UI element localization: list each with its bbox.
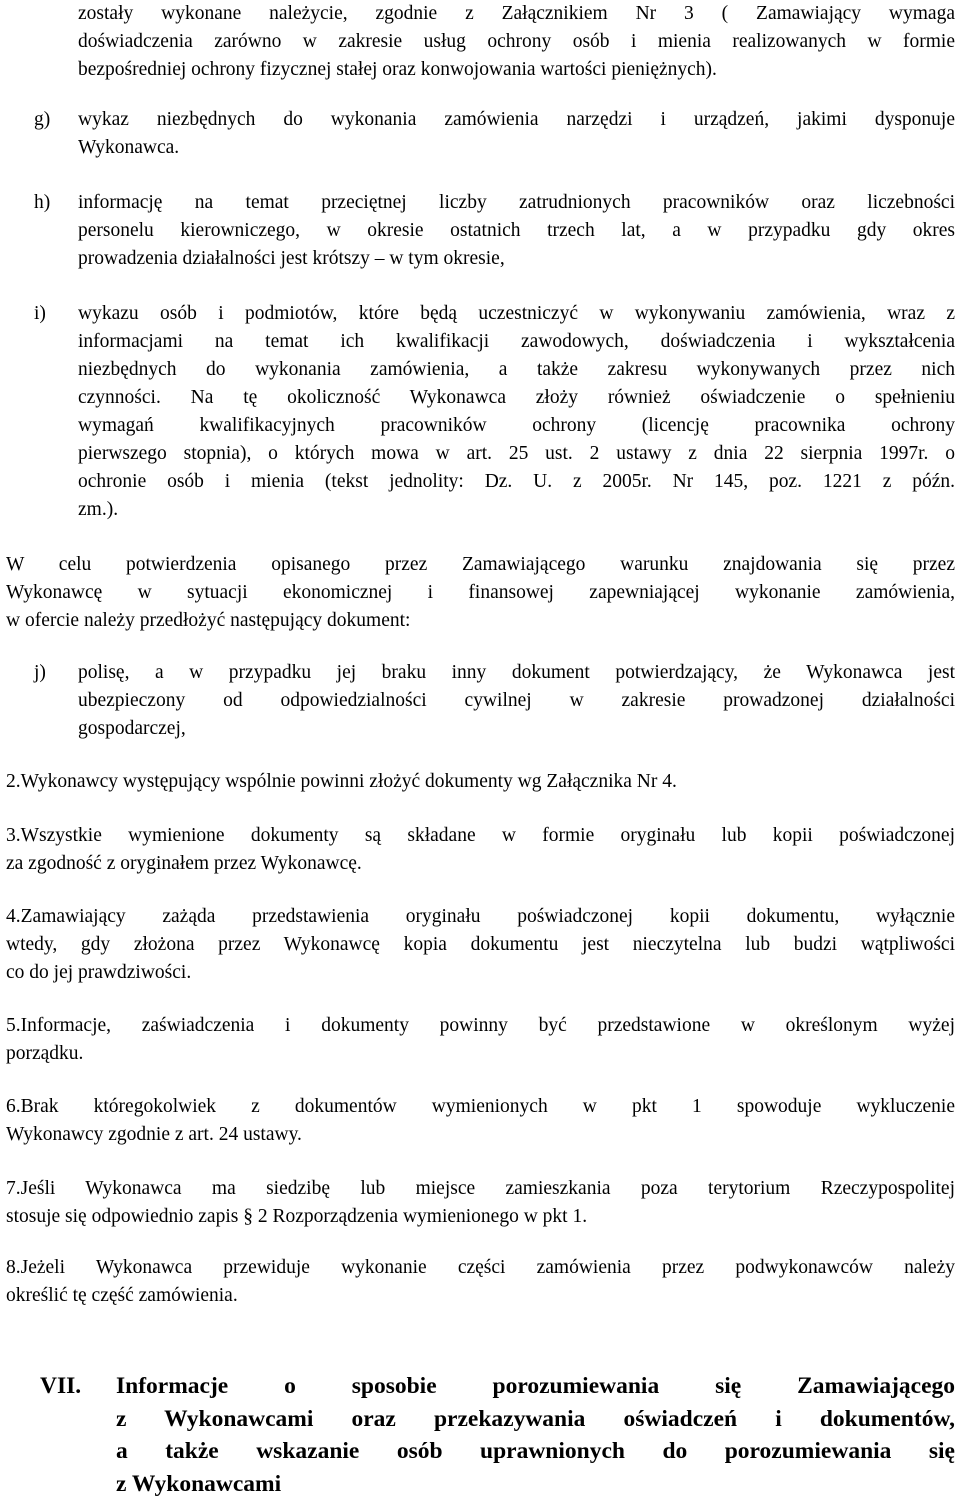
text-line: określić tę część zamówienia. (6, 1282, 955, 1310)
list-marker: g) (34, 106, 74, 134)
text-line: co do jej prawdziwości. (6, 959, 955, 987)
text-line: gospodarczej, (78, 715, 955, 743)
text-line: informacjami na temat ich kwalifikacji zawodowych, doświadczenia i wykształcenia (78, 328, 955, 356)
point-4 (6, 903, 955, 987)
text-line: W celu potwierdzenia opisanego przez Zamawiającego warunku znajdowania się przez (6, 551, 955, 579)
text-line: wykazu osób i podmiotów, które będą uczestniczyć w wykonywaniu zamówienia, wraz z (78, 300, 955, 328)
text-line: zostały wykonane należycie, zgodnie z Załącznikiem Nr 3 ( Zamawiający wymaga (78, 0, 955, 28)
text-line: czynności. Na tę okoliczność Wykonawca złoży również oświadczenie o spełnieniu (78, 384, 955, 412)
list-marker: h) (34, 189, 74, 217)
text-line: niezbędnych do wykonania zamówienia, a także zakresu wykonywanych przez nich (78, 356, 955, 384)
text-line: 2.Wykonawcy występujący wspólnie powinni złożyć dokumenty wg Załącznika Nr 4. (6, 768, 955, 796)
text-line: 6.Brak któregokolwiek z dokumentów wymienionych w pkt 1 spowoduje wykluczenie (6, 1093, 955, 1121)
point-6 (6, 1093, 955, 1149)
list-item-j (34, 659, 955, 743)
text-line: w ofercie należy przedłożyć następujący dokument: (6, 607, 955, 635)
text-line: personelu kierowniczego, w okresie ostatnich trzech lat, a w przypadku gdy okres (78, 217, 955, 245)
text-line: porządku. (6, 1040, 955, 1068)
continuation-paragraph (34, 0, 955, 84)
text-line: wymagań kwalifikacyjnych pracowników ochrony (licencję pracownika ochrony (78, 412, 955, 440)
point-7 (6, 1175, 955, 1231)
text-line: 7.Jeśli Wykonawca ma siedzibę lub miejsce zamieszkania poza terytorium Rzeczypospolitej (6, 1175, 955, 1203)
heading-line: z Wykonawcami (116, 1468, 955, 1500)
text-line: doświadczenia zarówno w zakresie usług ochrony osób i mienia realizowanych w formie (78, 28, 955, 56)
text-line: prowadzenia działalności jest krótszy – w tym okresie, (78, 245, 955, 273)
list-item-g (34, 106, 955, 162)
text-line: Wykonawcy zgodnie z art. 24 ustawy. (6, 1121, 955, 1149)
heading-line: z Wykonawcami oraz przekazywania oświadczeń i dokumentów, (116, 1403, 955, 1436)
intro-paragraph (6, 551, 955, 635)
heading-line: Informacje o sposobie porozumiewania się Zamawiającego (116, 1370, 955, 1403)
text-line: zm.). (78, 496, 955, 524)
heading-line: a także wskazanie osób uprawnionych do porozumiewania się (116, 1435, 955, 1468)
text-line: pierwszego stopnia), o których mowa w art. 25 ust. 2 ustawy z dnia 22 sierpnia 1997r. o (78, 440, 955, 468)
point-3 (6, 822, 955, 878)
text-line: Wykonawcę w sytuacji ekonomicznej i finansowej zapewniającej wykonanie zamówienia, (6, 579, 955, 607)
list-item-h (34, 189, 955, 273)
text-line: 3.Wszystkie wymienione dokumenty są składane w formie oryginału lub kopii poświadczonej (6, 822, 955, 850)
text-line: stosuje się odpowiednio zapis § 2 Rozporządzenia wymienionego w pkt 1. (6, 1203, 955, 1231)
text-line: wtedy, gdy złożona przez Wykonawcę kopia dokumentu jest nieczytelna lub budzi wątpliwości (6, 931, 955, 959)
point-8 (6, 1254, 955, 1310)
list-item-i (34, 300, 955, 524)
text-line: polisę, a w przypadku jej braku inny dokument potwierdzający, że Wykonawca jest (78, 659, 955, 687)
list-marker: i) (34, 300, 74, 328)
text-line: Wykonawca. (78, 134, 955, 162)
point-5 (6, 1012, 955, 1068)
text-line: ochronie osób i mienia (tekst jednolity: Dz. U. z 2005r. Nr 145, poz. 1221 z późn. (78, 468, 955, 496)
text-line: informację na temat przeciętnej liczby zatrudnionych pracowników oraz liczebności (78, 189, 955, 217)
text-line: bezpośredniej ochrony fizycznej stałej oraz konwojowania wartości pieniężnych). (78, 56, 955, 84)
text-line: 8.Jeżeli Wykonawca przewiduje wykonanie części zamówienia przez podwykonawców należy (6, 1254, 955, 1282)
text-line: wykaz niezbędnych do wykonania zamówienia narzędzi i urządzeń, jakimi dysponuje (78, 106, 955, 134)
text-line: ubezpieczony od odpowiedzialności cywilnej w zakresie prowadzonej działalności (78, 687, 955, 715)
point-2 (6, 768, 955, 796)
text-line: 4.Zamawiający zażąda przedstawienia oryginału poświadczonej kopii dokumentu, wyłącznie (6, 903, 955, 931)
list-marker: j) (34, 659, 74, 687)
section-heading-vii (40, 1370, 955, 1500)
text-line: za zgodność z oryginałem przez Wykonawcę. (6, 850, 955, 878)
text-line: 5.Informacje, zaświadczenia i dokumenty powinny być przedstawione w określonym wyżej (6, 1012, 955, 1040)
section-number: VII. (40, 1370, 112, 1403)
